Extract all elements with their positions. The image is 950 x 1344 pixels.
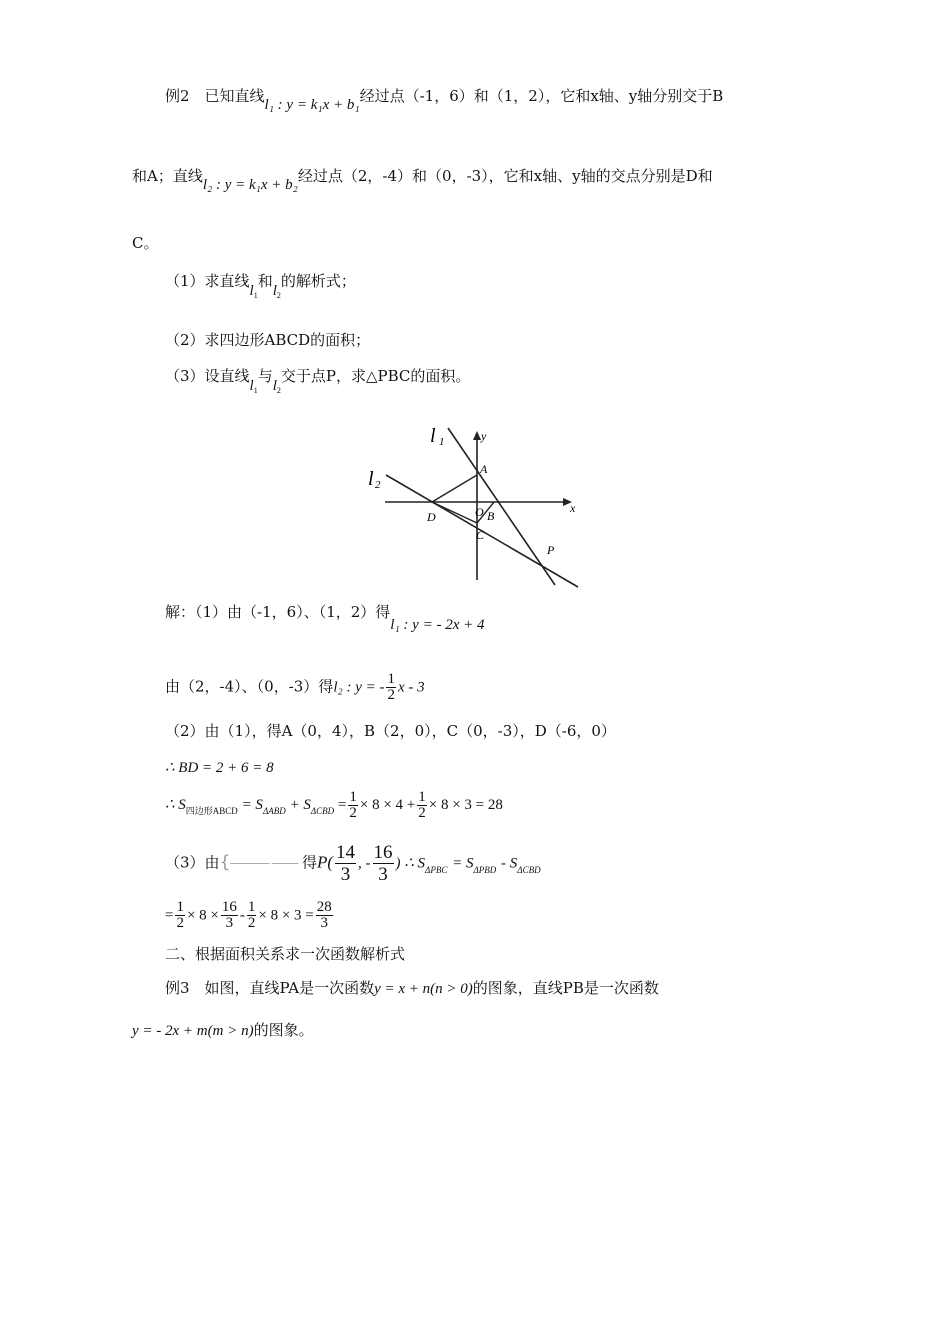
text: x - 3 [397,679,425,696]
text: ΔPBC [425,864,448,875]
example3-line1 [165,978,659,999]
fraction [247,900,257,931]
solution-line7 [165,900,335,931]
text: 的解析式； [280,272,356,290]
text: 得 [301,853,317,872]
question-3 [165,366,471,395]
question-1 [165,271,356,300]
text: P( [316,852,333,872]
text: 和 [257,272,273,290]
figure-coordinate-diagram [360,420,590,595]
text: 与 [257,367,273,385]
text: 1 [387,671,395,687]
label-l2: l [368,468,374,490]
example3-line2 [132,1020,314,1041]
segment-DA [432,475,477,502]
equation-system-brace: { [219,852,230,873]
l2-definition: l₂ : y = k₁x + b₂ [202,177,298,193]
text: = S [241,796,263,813]
solution-line2 [165,672,425,703]
solution-line4: ∴ BD = 2 + 6 = 8 [165,760,274,776]
label-l1: l [430,425,436,447]
text: 由（2，-4）、（0，-3）得 [165,677,334,696]
fraction [175,900,185,931]
text: ΔABD [262,805,286,816]
text: 2 [418,805,426,821]
example2-line2 [132,166,713,193]
example2-line1 [165,86,724,113]
text: 2 [176,915,184,931]
text: 3 [225,915,234,931]
question-2: （2）求四边形ABCD的面积； [165,331,371,349]
l1-symbol: $l_1$ [249,378,258,395]
label-C: C [476,528,485,542]
label-P: P [547,543,555,557]
text: × 8 × 3 = [258,907,314,924]
l1-symbol: $l_1$ [249,283,258,300]
text: ∴ S [165,796,186,813]
text: = [337,796,347,813]
label-B: B [487,509,495,523]
text: - S [501,855,518,872]
text: 1 [247,899,256,915]
text: （3）设直线 [165,367,250,385]
label-A: A [480,462,488,476]
label-l2-sub: 2 [375,479,381,491]
text: 28 [316,899,332,915]
text: = S [452,855,474,872]
text: （3）由 [165,853,220,872]
text: 的图象，直线PB是一次函数 [472,979,659,997]
l2-symbol: $l_2$ [272,283,281,300]
text: 2 [349,805,357,821]
label-x: x [570,501,576,515]
text: 2 [247,915,256,931]
text: 3 [340,864,351,885]
segment-DC [432,502,477,523]
text: × 8 × [186,907,219,924]
text: 四边形ABCD [185,805,238,816]
text: 16 [221,899,237,915]
text: 3 [378,864,388,885]
text: - [239,907,245,924]
section2-heading: 二、根据面积关系求一次函数解析式 [165,945,406,963]
text: × 8 × 4 + [359,796,416,813]
l2-symbol: $l_2$ [272,378,281,395]
line-l1 [448,428,555,585]
text: 2 [387,687,395,703]
text: ΔCBD [517,864,541,875]
text: 的图象。 [253,1021,314,1039]
equation-system-blurred: ——— —— [229,853,298,872]
text: ΔCBD [310,805,335,816]
fraction [348,790,358,821]
solution-line1 [165,602,485,633]
text: ΔPBD [473,864,497,875]
fraction [316,900,333,931]
label-O: O [475,505,484,519]
text: + S [289,796,311,813]
solution-line3: （2）由（1），得A（0，4），B（2，0），C（0，-3），D（-6，0） [165,722,616,740]
fraction [386,672,396,703]
text: y = x + n(n > 0) [374,981,473,997]
fraction [335,842,356,885]
text: 16 [373,842,393,863]
text: 和A；直线 [132,167,203,185]
l1-equation: l₁ : y = - 2x + 4 [390,617,485,633]
y-axis-arrow [473,431,481,440]
example2-line3: C。 [132,234,159,252]
text: 3 [320,915,329,931]
text: = [165,907,174,924]
text: （1）求直线 [165,272,250,290]
solution-line6 [165,842,541,885]
text: ) ∴ S [395,855,426,872]
label-y: y [481,429,487,443]
fraction [221,900,238,931]
label-D: D [427,510,436,524]
text: 例2 已知直线 [165,87,265,105]
text: 经过点（-1，6）和（1，2），它和x轴、y轴分别交于B [359,87,724,105]
text: 14 [336,842,355,863]
text: 经过点（2，-4）和（0，-3），它和x轴、y轴的交点分别是D和 [297,167,713,185]
text: × 8 × 3 = 28 [428,796,503,813]
text: , - [358,855,371,872]
fraction [373,842,394,885]
text: 交于点P，求△PBC的面积。 [280,367,471,385]
fraction [417,790,427,821]
text: 1 [176,899,184,915]
text: y = - 2x + m(m > n) [132,1023,254,1039]
label-l1-sub: 1 [439,436,445,448]
text: l₂ : y = - [333,679,385,696]
text: 1 [349,789,357,805]
text: 例3 如图，直线PA是一次函数 [165,979,375,997]
l1-definition: l₁ : y = k₁x + b₁ [264,97,360,113]
solution-line5 [165,790,503,821]
text: 1 [418,789,426,805]
text: 解：（1）由（-1，6）、（1，2）得 [165,603,391,621]
